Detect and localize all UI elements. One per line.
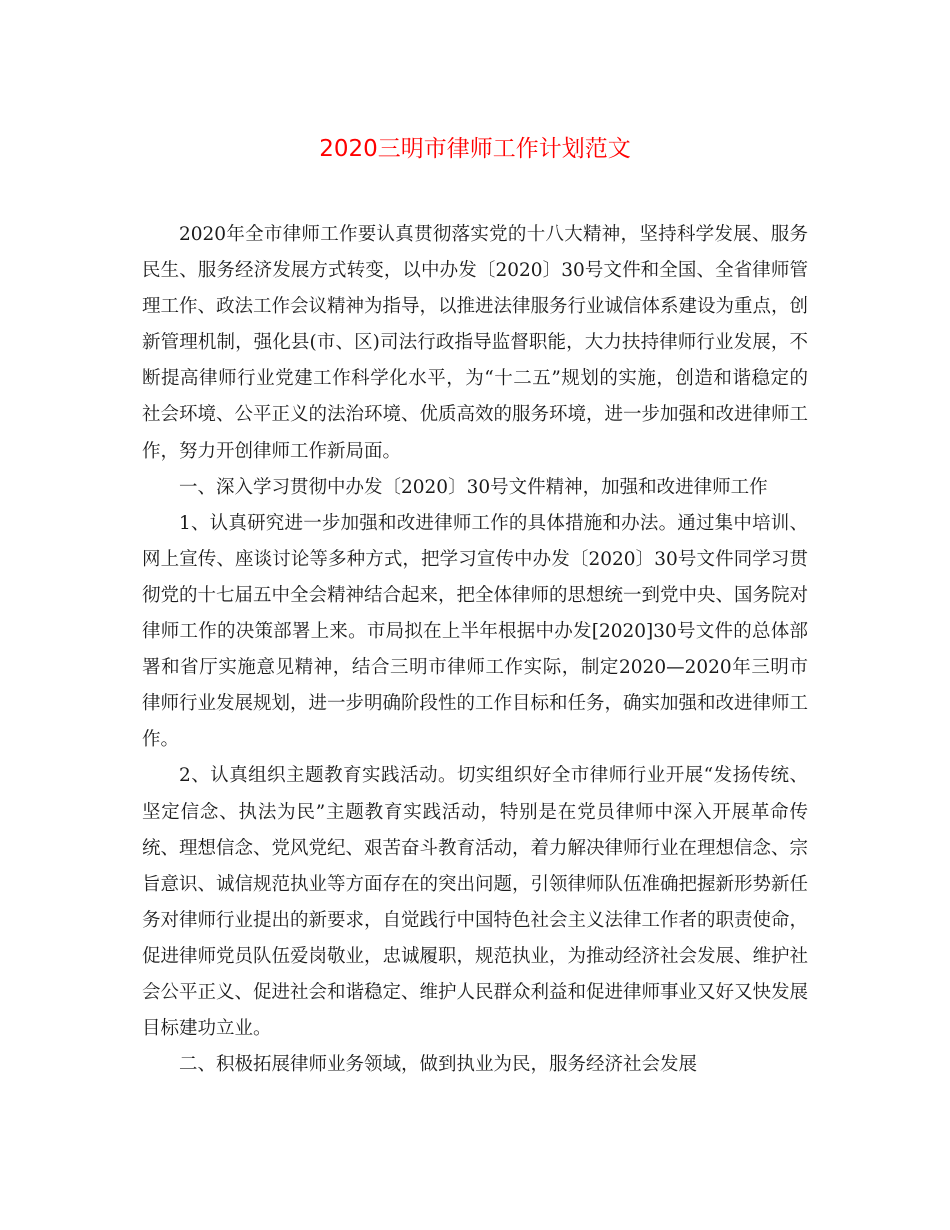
intro-paragraph: 2020年全市律师工作要认真贯彻落实党的十八大精神，坚持科学发展、服务民生、服务经济发展方式转变，以中办发〔2020〕30号文件和全国、全省律师管理工作、政法工作会议精神为指导，以推进法律服务行业诚信体系建设为重点，创新管理机制，强化县(市、区)司法行政指导监督职能，大力扶持律师行业发展，不断提高律师行业党建工作科学化水平，为“十二五”规划的实施，创造和谐稳定的社会环境、公平正义的法治环境、优质高效的服务环境，进一步加强和改进律师工作，努力开创律师工作新局面。 xyxy=(142,224,809,462)
item-paragraph-1: 1、认真研究进一步加强和改进律师工作的具体措施和办法。通过集中培训、网上宣传、座谈讨论等多种方式，把学习宣传中办发〔2020〕30号文件同学习贯彻党的十七届五中全会精神结合起来，把全体律师的思想统一到党中央、国务院对律师工作的决策部署上来。市局拟在上半年根据中办发[2020]30号文件的总体部署和省厅实施意见精神，结合三明市律师工作实际，制定2020—2020年三明市律师行业发展规划，进一步明确阶段性的工作目标和任务，确实加强和改进律师工作。 xyxy=(142,512,809,751)
section-heading-1: 一、深入学习贯彻中办发〔2020〕30号文件精神，加强和改进律师工作 xyxy=(179,476,768,498)
section-heading-2: 二、积极拓展律师业务领域，做到执业为民，服务经济社会发展 xyxy=(179,1054,698,1076)
document-body xyxy=(142,217,808,1083)
document-title: 2020三明市律师工作计划范文 xyxy=(319,136,631,162)
item-paragraph-2: 2、认真组织主题教育实践活动。切实组织好全市律师行业开展“发扬传统、坚定信念、执法为民”主题教育实践活动，特别是在党员律师中深入开展革命传统、理想信念、党风党纪、艰苦奋斗教育活动，着力解决律师行业在理想信念、宗旨意识、诚信规范执业等方面存在的突出问题，引领律师队伍准确把握新形势新任务对律师行业提出的新要求，自觉践行中国特色社会主义法律工作者的职责使命，促进律师党员队伍爱岗敬业，忠诚履职，规范执业，为推动经济社会发展、维护社会公平正义、促进社会和谐稳定、维护人民群众利益和促进律师事业又好又快发展目标建功立业。 xyxy=(142,765,809,1040)
